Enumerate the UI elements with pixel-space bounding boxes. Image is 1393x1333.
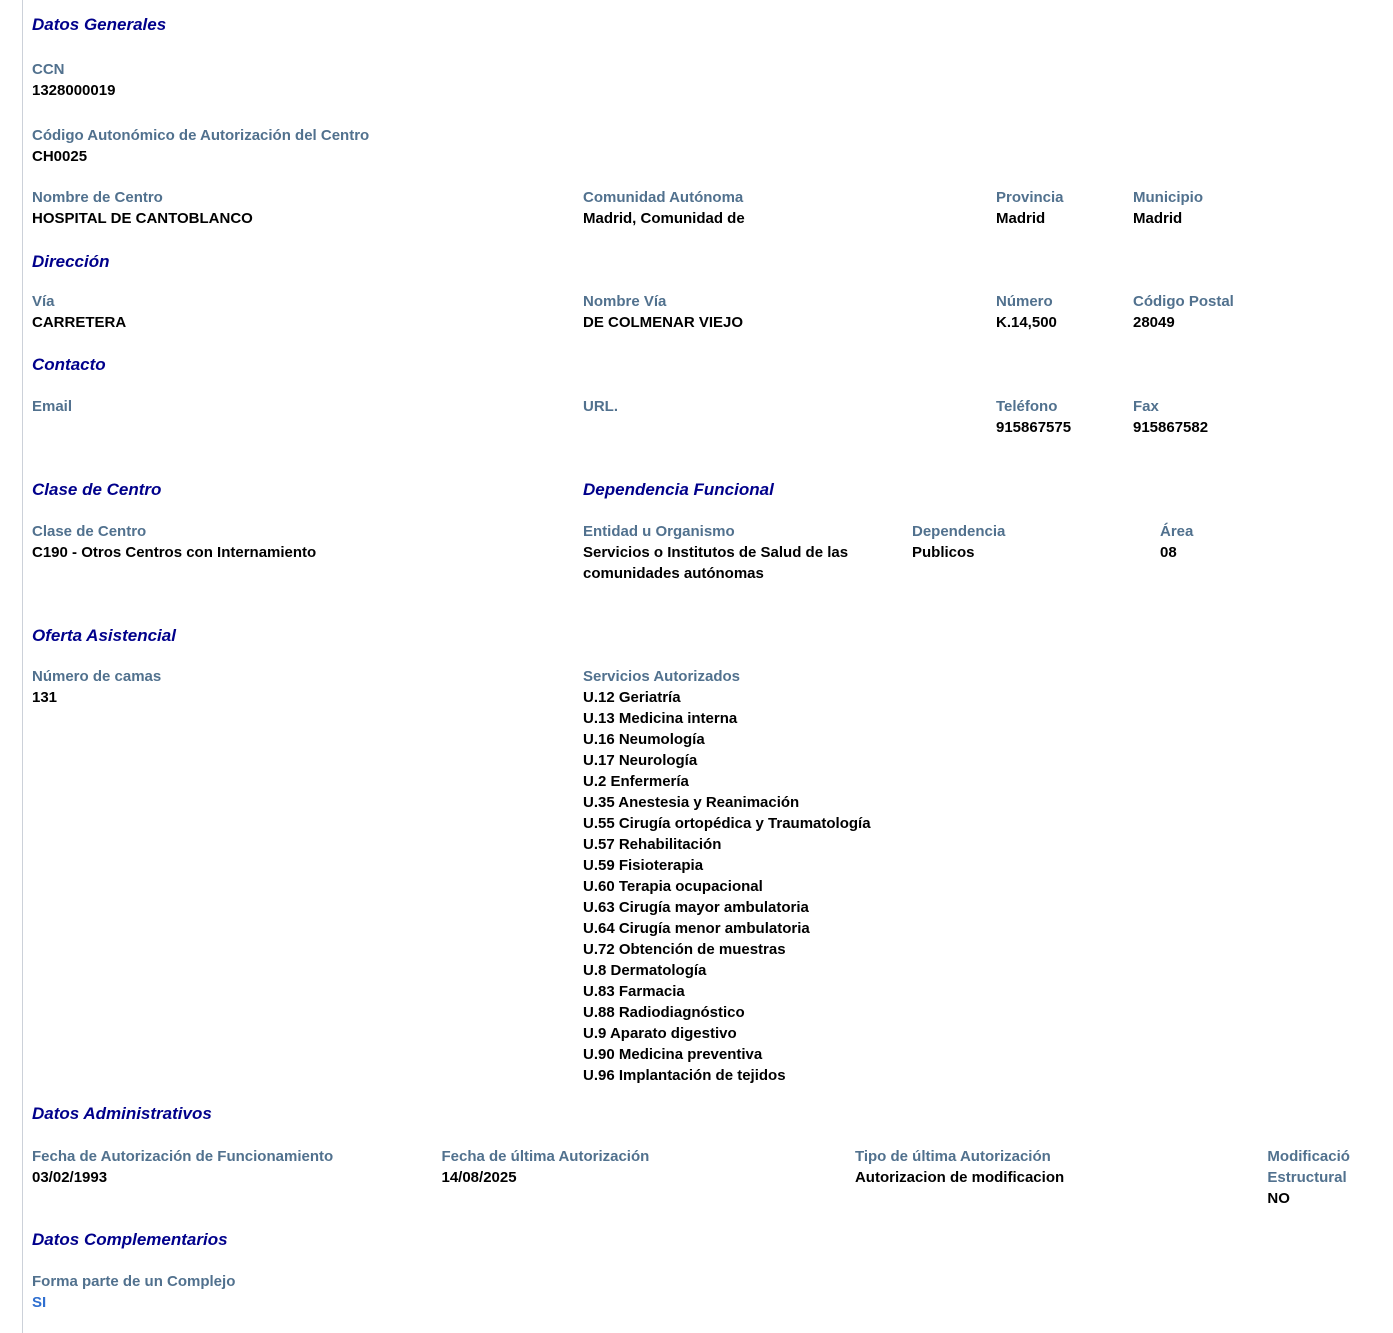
field-fecha-funcionamiento [32, 1146, 441, 1188]
nombre-centro-label: Nombre de Centro [32, 189, 163, 206]
service-item: U.60 Terapia ocupacional [583, 878, 763, 895]
nombre-centro-value: HOSPITAL DE CANTOBLANCO [32, 210, 253, 227]
ccn-value: 1328000019 [32, 82, 116, 99]
row-direccion [32, 291, 1373, 333]
section-title-direccion: Dirección [32, 252, 110, 271]
provincia-label: Provincia [996, 189, 1064, 206]
row-centro-localizacion [32, 187, 1373, 229]
section-title-datos-administrativos: Datos Administrativos [32, 1104, 212, 1123]
telefono-label: Teléfono [996, 398, 1058, 415]
service-item: U.55 Cirugía ortopédica y Traumatología [583, 815, 871, 832]
telefono-value: 915867575 [996, 419, 1072, 436]
email-label: Email [32, 398, 73, 415]
row-datos-administrativos [32, 1146, 1373, 1209]
field-fecha-ultima-autorizacion [441, 1146, 854, 1188]
service-item: U.35 Anestesia y Reanimación [583, 794, 800, 811]
left-divider-line [22, 0, 23, 1333]
nombre-via-value: DE COLMENAR VIEJO [583, 314, 744, 331]
field-forma-complejo [32, 1271, 1373, 1313]
via-value: CARRETERA [32, 314, 127, 331]
section-title-oferta-asistencial: Oferta Asistencial [32, 626, 176, 645]
forma-complejo-link[interactable]: SI [32, 1294, 47, 1311]
field-dependencia [912, 521, 1160, 563]
fax-value: 915867582 [1133, 419, 1209, 436]
service-item: U.90 Medicina preventiva [583, 1046, 763, 1063]
url-label: URL. [583, 398, 618, 415]
fax-label: Fax [1133, 398, 1159, 415]
section-title-datos-generales: Datos Generales [32, 15, 167, 34]
service-item: U.64 Cirugía menor ambulatoria [583, 920, 810, 937]
modificacion-estructural-value: NO [1267, 1190, 1290, 1207]
row-clase-dependencia-titles [32, 479, 1373, 500]
field-area [1160, 521, 1373, 563]
numero-camas-label: Número de camas [32, 668, 162, 685]
comunidad-autonoma-value: Madrid, Comunidad de [583, 210, 745, 227]
entidad-organismo-value: Servicios o Institutos de Salud de las comunidades autónomas [583, 544, 849, 582]
field-via [32, 291, 583, 333]
ccn-label: CCN [32, 61, 65, 78]
service-item: U.72 Obtención de muestras [583, 941, 786, 958]
service-item: U.88 Radiodiagnóstico [583, 1004, 745, 1021]
nombre-via-label: Nombre Vía [583, 293, 667, 310]
field-numero [996, 291, 1133, 333]
field-ccn [32, 59, 1373, 101]
modificacion-estructural-label: Modificació Estructural [1267, 1148, 1350, 1186]
service-item: U.13 Medicina interna [583, 710, 738, 727]
clase-de-centro-value: C190 - Otros Centros con Internamiento [32, 544, 317, 561]
via-label: Vía [32, 293, 55, 310]
row-clase-dependencia-fields [32, 521, 1373, 584]
codigo-autonomico-label: Código Autonómico de Autorización del Centro [32, 127, 370, 144]
forma-complejo-label: Forma parte de un Complejo [32, 1273, 236, 1290]
service-item: U.59 Fisioterapia [583, 857, 704, 874]
area-label: Área [1160, 523, 1194, 540]
provincia-value: Madrid [996, 210, 1046, 227]
field-municipio [1133, 187, 1373, 229]
field-codigo-postal [1133, 291, 1373, 333]
service-item: U.16 Neumología [583, 731, 705, 748]
service-item: U.57 Rehabilitación [583, 836, 722, 853]
field-url [583, 396, 996, 417]
field-numero-camas [32, 666, 583, 708]
numero-value: K.14,500 [996, 314, 1057, 331]
field-entidad-organismo [583, 521, 912, 584]
fecha-funcionamiento-label: Fecha de Autorización de Funcionamiento [32, 1148, 334, 1165]
service-item: U.96 Implantación de tejidos [583, 1067, 786, 1084]
clase-de-centro-label: Clase de Centro [32, 523, 147, 540]
entidad-organismo-label: Entidad u Organismo [583, 523, 735, 540]
dependencia-value: Publicos [912, 544, 975, 561]
service-item: U.9 Aparato digestivo [583, 1025, 737, 1042]
codigo-postal-label: Código Postal [1133, 293, 1234, 310]
service-item: U.83 Farmacia [583, 983, 685, 1000]
section-title-dependencia-funcional: Dependencia Funcional [583, 480, 774, 499]
field-provincia [996, 187, 1133, 229]
service-item: U.12 Geriatría [583, 689, 681, 706]
field-fax [1133, 396, 1373, 438]
field-nombre-via [583, 291, 996, 333]
field-servicios-autorizados [583, 666, 1373, 1086]
service-item: U.8 Dermatología [583, 962, 707, 979]
field-tipo-ultima-autorizacion [855, 1146, 1267, 1188]
service-item: U.63 Cirugía mayor ambulatoria [583, 899, 809, 916]
municipio-value: Madrid [1133, 210, 1183, 227]
fecha-ultima-autorizacion-value: 14/08/2025 [441, 1169, 517, 1186]
codigo-postal-value: 28049 [1133, 314, 1175, 331]
field-comunidad-autonoma [583, 187, 996, 229]
field-modificacion-estructural [1267, 1146, 1373, 1209]
servicios-autorizados-list [583, 687, 1373, 1086]
tipo-ultima-autorizacion-label: Tipo de última Autorización [854, 1148, 1051, 1165]
servicios-autorizados-label: Servicios Autorizados [583, 668, 740, 685]
section-title-clase-de-centro: Clase de Centro [32, 480, 162, 499]
numero-label: Número [996, 293, 1053, 310]
fecha-funcionamiento-value: 03/02/1993 [32, 1169, 108, 1186]
field-telefono [996, 396, 1133, 438]
field-clase-de-centro [32, 521, 583, 563]
fecha-ultima-autorizacion-label: Fecha de última Autorización [441, 1148, 650, 1165]
field-email [32, 396, 583, 417]
row-contacto [32, 396, 1373, 438]
municipio-label: Municipio [1133, 189, 1203, 206]
row-oferta-asistencial [32, 666, 1373, 1086]
dependencia-label: Dependencia [912, 523, 1006, 540]
numero-camas-value: 131 [32, 689, 58, 706]
section-title-datos-complementarios: Datos Complementarios [32, 1230, 228, 1249]
section-title-contacto: Contacto [32, 355, 106, 374]
area-value: 08 [1160, 544, 1177, 561]
codigo-autonomico-value: CH0025 [32, 148, 88, 165]
service-item: U.17 Neurología [583, 752, 698, 769]
field-codigo-autonomico [32, 125, 1373, 167]
field-nombre-centro [32, 187, 583, 229]
comunidad-autonoma-label: Comunidad Autónoma [583, 189, 744, 206]
tipo-ultima-autorizacion-value: Autorizacion de modificacion [854, 1169, 1065, 1186]
service-item: U.2 Enfermería [583, 773, 689, 790]
